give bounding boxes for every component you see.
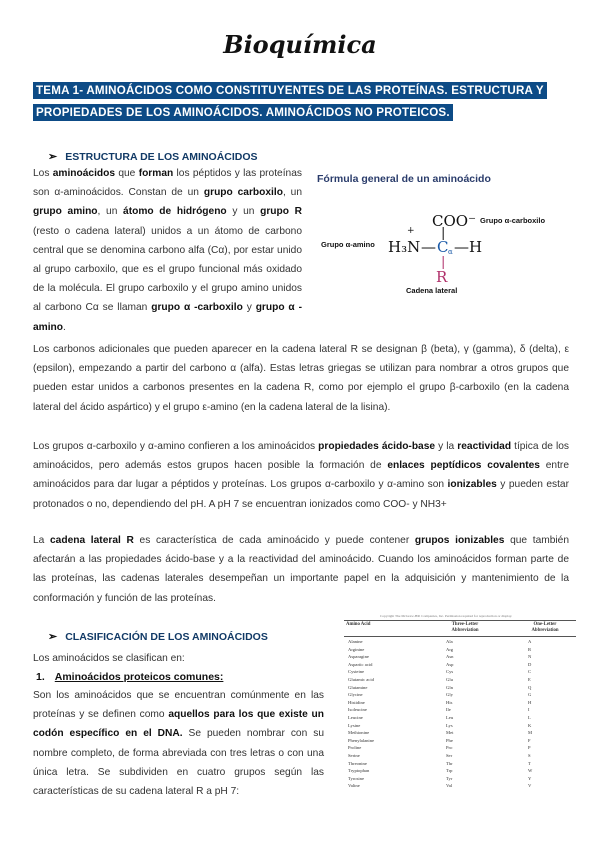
- amino-acid-name: Alanine: [348, 639, 363, 644]
- hydrogen-bond: —H: [454, 238, 483, 256]
- amino-acid-name: Cysteine: [348, 669, 365, 675]
- three-letter-code: Asp: [446, 661, 454, 667]
- three-letter-code: Gly: [446, 692, 453, 698]
- table-row: [348, 753, 574, 760]
- table-row: [348, 715, 574, 722]
- one-letter-code: E: [528, 677, 531, 682]
- one-letter-code: W: [528, 768, 533, 774]
- table-row: [348, 654, 574, 661]
- table-row: [348, 723, 574, 730]
- one-letter-code: A: [528, 639, 532, 644]
- table-row: [348, 700, 574, 707]
- table-header-three-letter: Three-Letter Abbreviation: [451, 622, 479, 633]
- table-row: [348, 745, 574, 752]
- three-letter-code: Ile: [446, 707, 451, 713]
- one-letter-code: N: [528, 654, 532, 660]
- bond-vertical-bottom: |: [441, 255, 446, 270]
- amino-acid-name: Lysine: [348, 722, 361, 728]
- three-letter-code: Cys: [446, 669, 454, 675]
- three-letter-code: Thr: [446, 760, 453, 766]
- one-letter-code: R: [528, 646, 532, 652]
- table-row: [348, 776, 574, 783]
- one-letter-code: L: [528, 715, 531, 720]
- table-rule-top: [344, 620, 576, 621]
- three-letter-code: Val: [446, 783, 453, 789]
- topic-heading-text: TEMA 1- AMINOÁCIDOS COMO CONSTITUYENTES DE LAS PROTEÍNAS. ESTRUCTURA Y PROPIEDADES DE LOS AMINOÁCIDOS. AMINOÁCIDOS NO PROTEICOS.: [33, 82, 547, 121]
- three-letter-code: Lys: [446, 722, 453, 728]
- table-row: [348, 707, 574, 714]
- page-title: Bioquímica: [223, 30, 377, 59]
- list-number: 1.: [36, 671, 45, 683]
- alpha-carbon: C: [437, 238, 449, 256]
- amino-acid-name: Leucine: [348, 715, 363, 720]
- bond-vertical-top: |: [441, 226, 446, 241]
- classification-intro: Los aminoácidos se clasifican en:: [33, 653, 185, 664]
- one-letter-code: M: [528, 730, 533, 736]
- list-item-label: Aminoácidos proteicos comunes:: [54, 671, 224, 683]
- arrow-bullet-icon: ➢: [48, 151, 58, 163]
- one-letter-code: P: [528, 745, 531, 751]
- table-row: [348, 692, 574, 699]
- one-letter-code: S: [528, 753, 531, 758]
- amino-acid-name: Threonine: [348, 760, 367, 766]
- bond-left: —: [421, 238, 436, 256]
- amino-acid-name: Aspartic acid: [348, 661, 373, 667]
- amino-acid-name: Methionine: [348, 730, 370, 736]
- table-row: [348, 685, 574, 692]
- three-letter-code: Leu: [446, 715, 454, 720]
- paragraph-side-chain: La cadena lateral R es característica de cada aminoácido y puede contener grupos ionizables que también afectarán a las propiedades ácido-base y a la reactividad del aminoácido. Cuando los aminoácidos forman parte de las proteínas, las cadenas laterales desempeñan un importante papel en la adquisición y mantenimiento de la conformación y función de las proteínas.: [33, 535, 569, 604]
- table-caption: Copyright The McGraw-Hill Companies, Inc. Permission required for reproduction or display.: [380, 614, 513, 618]
- carboxyl-group-label: Grupo α-carboxilo: [480, 216, 546, 225]
- three-letter-code: Trp: [446, 768, 453, 774]
- alpha-subscript: α: [448, 248, 453, 256]
- table-row: [348, 730, 574, 737]
- three-letter-code: Pro: [446, 745, 453, 751]
- amino-acid-name: Asparagine: [348, 654, 369, 660]
- one-letter-code: G: [528, 692, 532, 698]
- amino-acid-name: Valine: [348, 783, 360, 789]
- amino-acid-name: Glutamic acid: [348, 677, 374, 682]
- one-letter-code: V: [528, 783, 532, 789]
- one-letter-code: C: [528, 669, 532, 675]
- three-letter-code: Tyr: [446, 775, 453, 781]
- table-row: [348, 783, 574, 790]
- table-row: [348, 639, 574, 646]
- section-heading-text: CLASIFICACIÓN DE LOS AMINOÁCIDOS: [65, 631, 268, 643]
- one-letter-code: T: [528, 760, 531, 766]
- charge-plus: +: [407, 226, 415, 236]
- side-chain-label: Cadena lateral: [406, 286, 458, 295]
- table-row: [348, 768, 574, 775]
- amino-group-label: Grupo α-amino: [321, 240, 375, 249]
- paragraph-proteic-aminoacids: Son los aminoácidos que se encuentran comúnmente en las proteínas y se definen como aquellos para los que existe un codón específico en el DNA. Se pueden nombrar con su nombre completo, de forma abreviada con tres letras o con una única letra. Se subdividen en cuatro grupos según las características de su cadena lateral R a pH 7:: [33, 690, 324, 798]
- formula-title: Fórmula general de un aminoácido: [317, 173, 491, 185]
- amino-acid-formula-figure: [308, 168, 568, 298]
- three-letter-code: His: [446, 699, 453, 705]
- amino-acid-name: Tyrosine: [348, 775, 365, 781]
- one-letter-code: K: [528, 722, 532, 728]
- table-header-name: Amino Acid: [346, 622, 371, 627]
- paragraph-acid-base: Los grupos α-carboxilo y α-amino confieren a los aminoácidos propiedades ácido-base y la reactividad típica de los aminoácidos, pero además estos grupos hacen posible la formación de enlaces peptídicos covalentes entre aminoácidos para dar lugar a péptidos y proteínas. Los grupos α-carboxilo y α-amino son ionizables y pueden estar protonados o no, dependiendo del pH. A pH 7 se encuentran ionizados como COO- y NH3+: [33, 441, 569, 510]
- amino-acid-name: Tryptophan: [348, 768, 370, 774]
- table-row: [348, 647, 574, 654]
- amino-acid-name: Isoleucine: [348, 707, 367, 713]
- list-item-proteic: [36, 671, 223, 683]
- amino-acid-name: Proline: [348, 745, 362, 751]
- three-letter-code: Arg: [446, 646, 454, 652]
- three-letter-code: Met: [446, 730, 454, 736]
- amino-acid-name: Serine: [348, 753, 360, 758]
- table-row: [348, 738, 574, 745]
- r-group: R: [436, 268, 448, 286]
- one-letter-code: Y: [528, 775, 532, 781]
- three-letter-code: Ser: [446, 753, 453, 758]
- three-letter-code: Phe: [446, 737, 453, 743]
- table-row: [348, 669, 574, 676]
- amino-acid-abbreviation-table: [340, 614, 580, 804]
- section-heading-text: ESTRUCTURA DE LOS AMINOÁCIDOS: [65, 151, 258, 163]
- table-row: [348, 761, 574, 768]
- section-heading-structure: [48, 150, 258, 163]
- table-row: [348, 677, 574, 684]
- table-header-one-letter: One-Letter Abbreviation: [531, 622, 559, 633]
- amino-acid-name: Glutamine: [348, 684, 368, 690]
- paragraph-structure: Los aminoácidos que forman los péptidos y las proteínas son α-aminoácidos. Constan de un grupo carboxilo, un grupo amino, un átomo de hidrógeno y un grupo R (resto o cadena lateral) unidos a un átomo de carbono central que se denomina carbono alfa (Cα), por estar unido al grupo carboxilo, que es el grupo funcional más oxidado de la molécula. El grupo carboxilo y el grupo amino unidos al carbono Cα se llaman grupo α -carboxilo y grupo α -amino.: [33, 168, 303, 333]
- three-letter-code: Gln: [446, 684, 453, 690]
- one-letter-code: F: [528, 737, 531, 743]
- topic-heading: [33, 80, 569, 124]
- arrow-bullet-icon: ➢: [48, 631, 58, 643]
- three-letter-code: Asn: [446, 654, 454, 660]
- table-row: [348, 662, 574, 669]
- amino-acid-name: Phenylalanine: [348, 737, 375, 743]
- table-rule-header: [344, 636, 576, 637]
- three-letter-code: Glu: [446, 677, 453, 682]
- amino-acid-name: Glycine: [348, 692, 363, 698]
- carboxylate-group: COO⁻: [432, 212, 476, 230]
- three-letter-code: Ala: [446, 639, 453, 644]
- one-letter-code: H: [528, 699, 532, 705]
- one-letter-code: D: [528, 661, 532, 667]
- section-heading-classification: [48, 630, 268, 643]
- ammonium-group: H₃N: [388, 238, 421, 256]
- paragraph-greek-letters: Los carbonos adicionales que pueden aparecer en la cadena lateral R se designan β (beta), γ (gamma), δ (delta), ε (epsilon), empezando a partir del carbono α (alfa). Estas letras griegas se utilizan para nombrar a otros grupos que pueden estar unidos a carbonos presentes en la cadena R, como por ejemplo el grupo β-carboxilo (en la cadena lateral del ácido aspártico) y el grupo ε-amino (en la cadena lateral de la lisina).: [33, 344, 569, 413]
- one-letter-code: I: [528, 707, 530, 713]
- amino-acid-name: Histidine: [348, 699, 365, 705]
- amino-acid-name: Arginine: [348, 646, 365, 652]
- one-letter-code: Q: [528, 684, 532, 690]
